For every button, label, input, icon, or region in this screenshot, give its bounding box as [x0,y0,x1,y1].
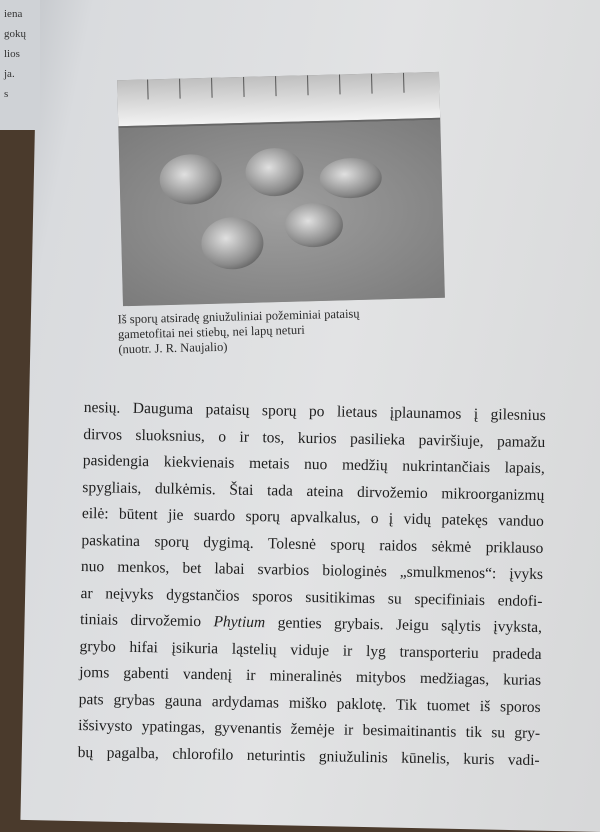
caption-line: gametofitai nei stiebų, nei lapų neturi [117,322,305,342]
left-page-fragment: gokų [4,28,26,40]
left-page-fragment: s [4,88,9,100]
body-line: pats grybas gauna ardydamas miško paklotę. Tik tuomet iš sporos [78,690,541,716]
left-page-fragment: lios [4,48,20,60]
figure-caption [118,304,479,358]
body-line: bų pagalba, chlorofilo neturintis gniužulinis kūnelis, kuris vadi- [77,743,540,769]
body-line: nuo menkos, bet labai svarbios biologinės „smulkmenos“: įvyks [80,557,544,584]
body-line: dirvos sluoksnius, o ir tos, kurios pasilieka paviršiuje, pamažu [83,425,546,451]
body-line: ar neįvyks dygstančios sporos susitikimas su specifiniais endofi- [80,584,543,610]
genus-name: Phytium [213,613,266,632]
caption-line: (nuotr. J. R. Naujalio) [118,339,228,357]
ruler [117,72,440,128]
body-line: eilė: būtent jie suardo sporų apvalkalus, o į vidų patekęs vanduo [81,504,545,531]
body-line: grybo hifai įsikuria ląstelių viduje ir lyg transporteriu pradeda [79,637,542,663]
body-line: pasidengia kiekvienais metais nuo medžių nukrintančiais lapais, [82,451,545,478]
body-text [78,395,546,774]
left-page-fragment: iena [4,8,23,20]
body-line: tiniais dirvožemio Phytium genties grybais. Jeigu sąlytis įvyksta, [79,610,543,637]
left-page-edge [0,0,40,130]
spore-photo [117,72,445,306]
caption-line: Iš sporų atsiradę gniužuliniai požeminiai pataisų [117,306,360,327]
body-line: nesių. Dauguma pataisų sporų po lietaus įplaunamos į gilesnius [83,398,546,425]
body-line: paskatina sporų dygimą. Tolesnė sporų raidos sėkmė priklauso [81,531,544,557]
body-line: joms gabenti vandenį ir mineralinės mitybos medžiagas, kurias [79,663,542,690]
left-page-fragment: ja. [4,68,15,80]
body-line: išsivysto ypatingas, gyvenantis žemėje ir besimaitinantis tik su gry- [78,716,541,743]
body-line: spygliais, dulkėmis. Štai tada ateina dirvožemio mikroorganizmų [82,478,545,504]
